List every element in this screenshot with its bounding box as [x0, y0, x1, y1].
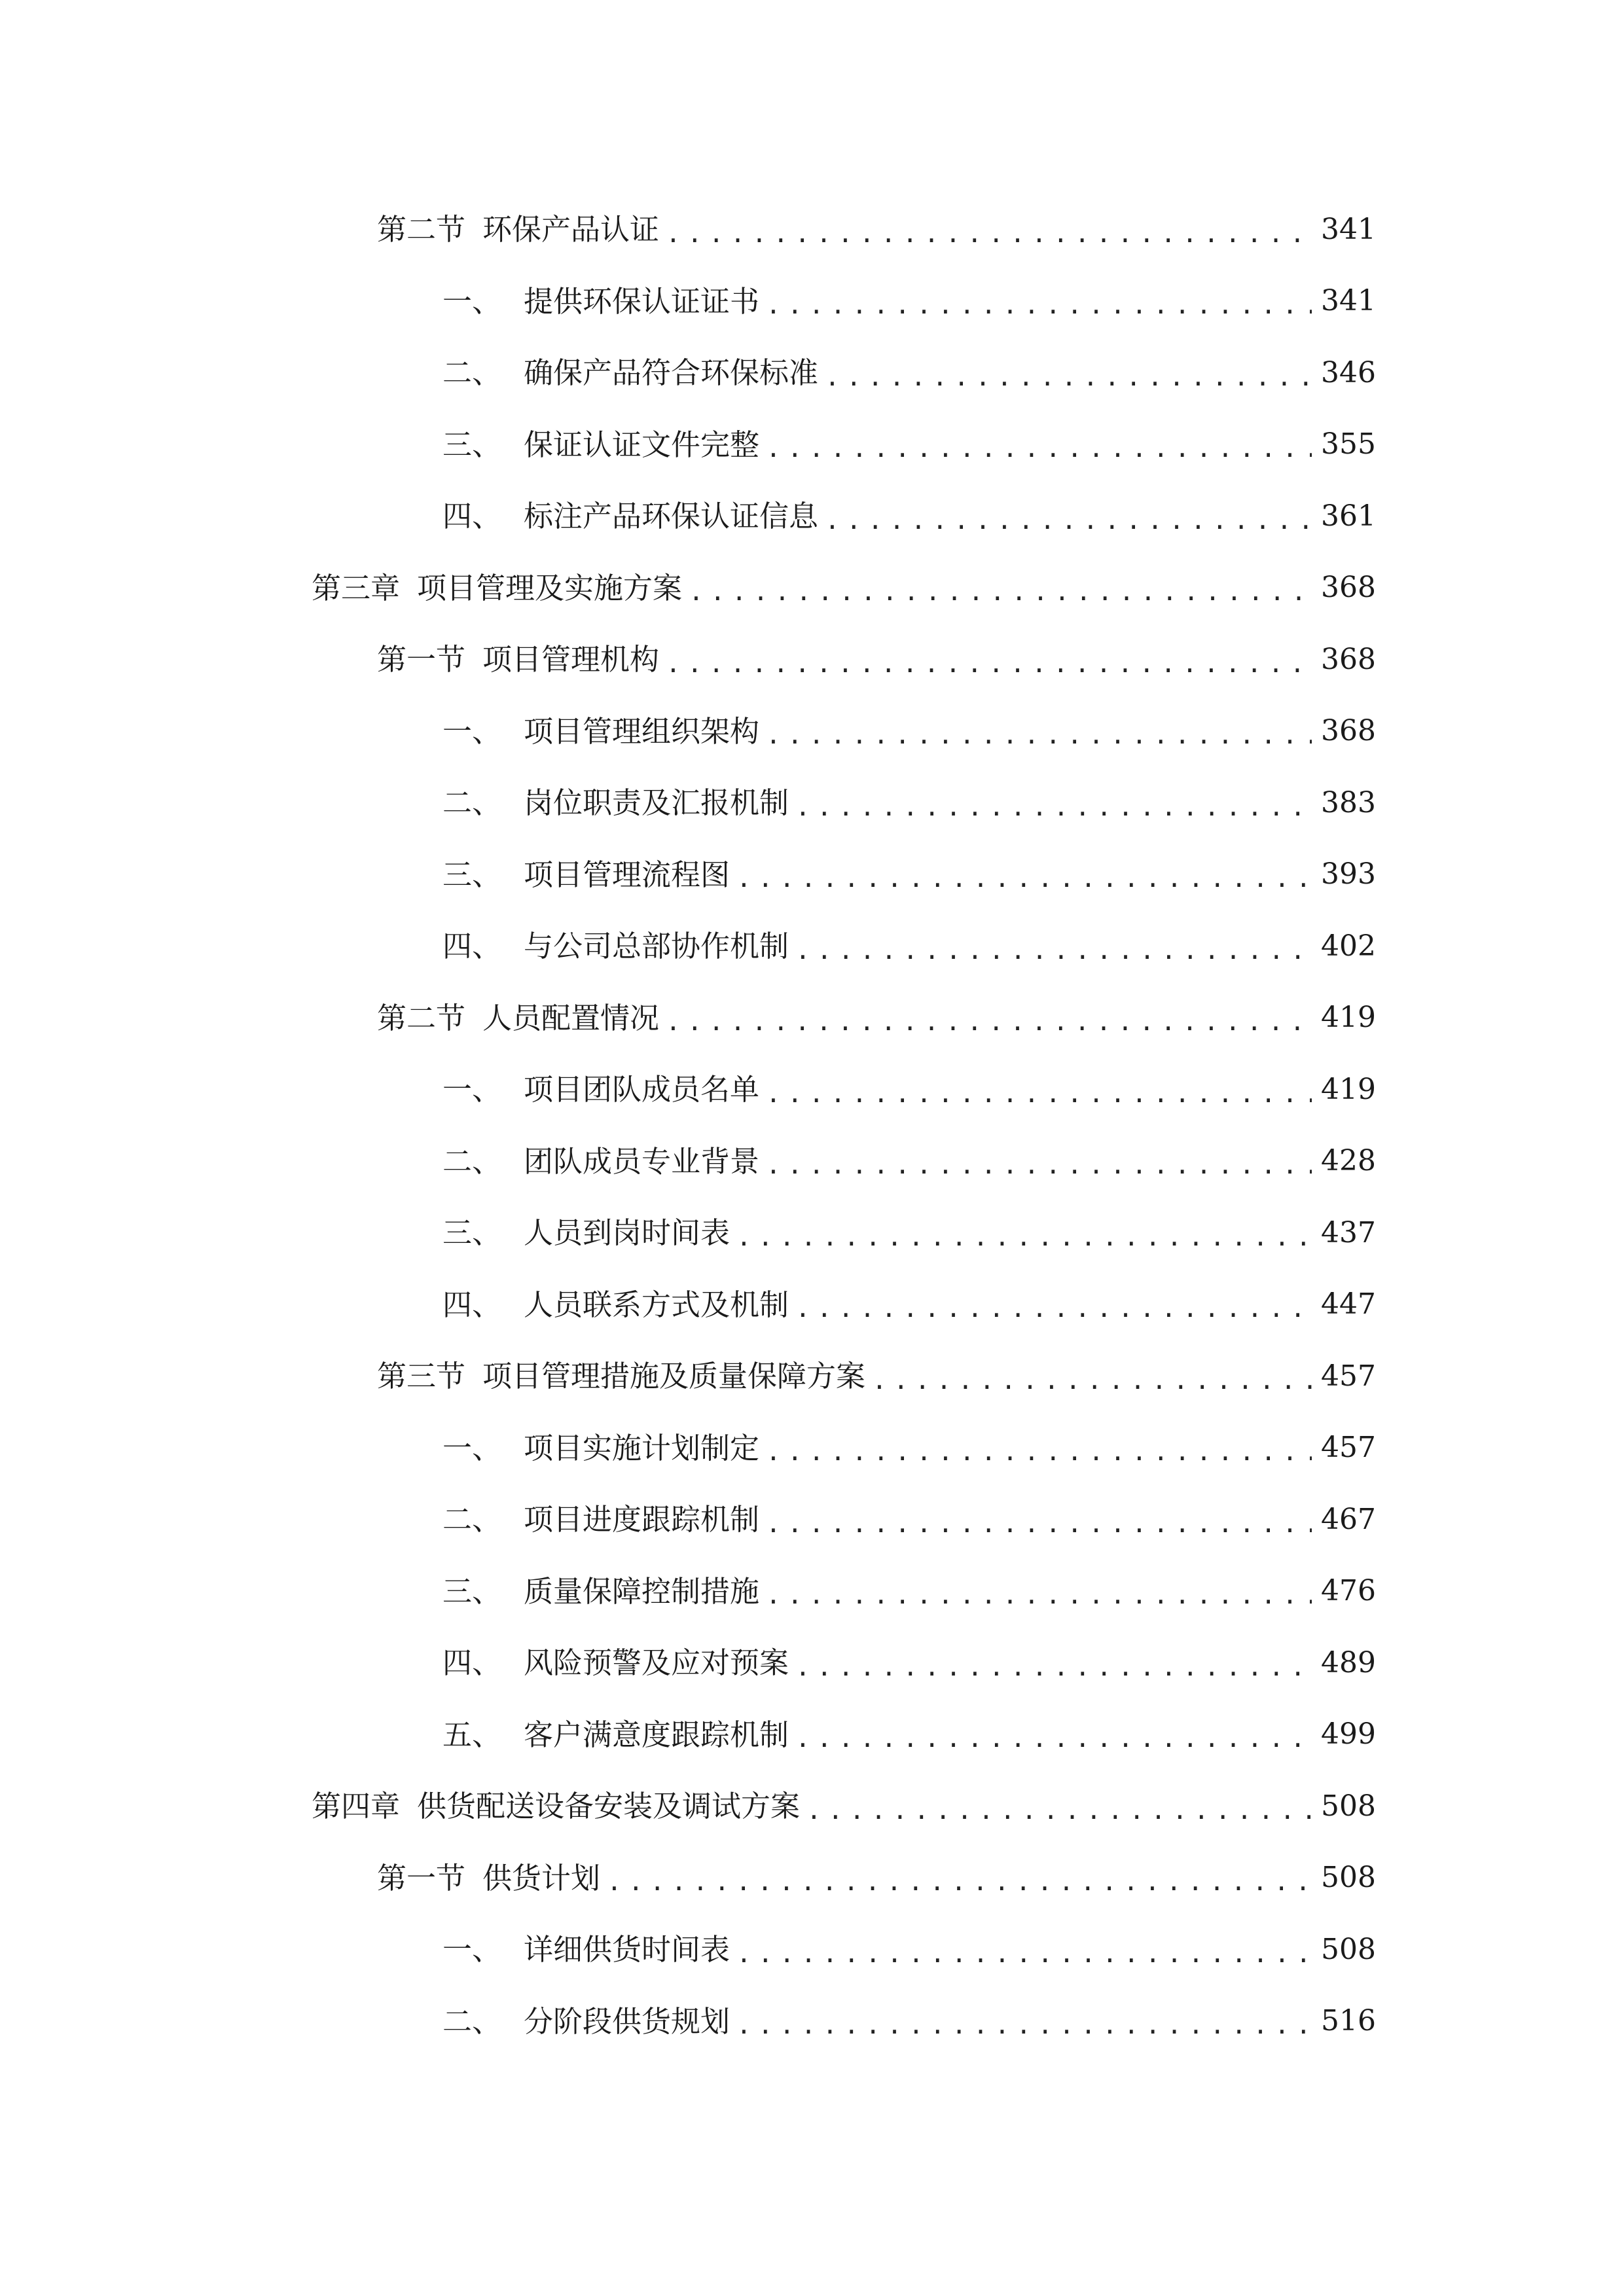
toc-entry-page-number: 341 [1321, 212, 1376, 246]
toc-entry-chapter[interactable] [312, 552, 1376, 624]
dot-leader [795, 1726, 1312, 1751]
dot-leader [766, 1153, 1312, 1177]
dot-leader [872, 1368, 1312, 1393]
toc-entry-title: 环保产品认证 [482, 212, 660, 247]
dot-leader [766, 1583, 1312, 1607]
toc-entry-title: 风险预警及应对预案 [524, 1645, 789, 1681]
toc-entry-page-number: 508 [1321, 1789, 1376, 1823]
toc-entry-item[interactable] [312, 1126, 1376, 1198]
toc-entry-page-number: 467 [1321, 1502, 1376, 1536]
toc-entry-page-number: 346 [1321, 355, 1376, 389]
toc-entry-item[interactable] [312, 1627, 1376, 1699]
toc-entry-page-number: 368 [1321, 642, 1376, 676]
toc-entry-chapter[interactable] [312, 1770, 1376, 1842]
dot-leader [766, 723, 1312, 747]
toc-entry-number: 第三节 [377, 1359, 466, 1394]
toc-entry-number: 一、 [442, 283, 502, 319]
dot-leader [766, 1081, 1312, 1106]
toc-entry-number: 第一节 [377, 642, 466, 677]
dot-leader [766, 1439, 1312, 1464]
toc-entry-title: 团队成员专业背景 [524, 1143, 760, 1179]
dot-leader [736, 1225, 1312, 1249]
toc-entry-page-number: 393 [1321, 857, 1376, 891]
toc-entry-page-number: 341 [1321, 284, 1376, 318]
toc-entry-number: 三、 [442, 1573, 502, 1609]
toc-entry-number: 一、 [442, 1932, 502, 1967]
dot-leader [736, 866, 1312, 891]
toc-entry-page-number: 457 [1321, 1431, 1376, 1465]
toc-entry-item[interactable] [312, 480, 1376, 552]
toc-entry-title: 质量保障控制措施 [524, 1573, 760, 1609]
toc-entry-number: 一、 [442, 1072, 502, 1107]
toc-entry-page-number: 499 [1321, 1717, 1376, 1751]
dot-leader [736, 1941, 1312, 1966]
toc-entry-page-number: 368 [1321, 571, 1376, 605]
toc-entry-item[interactable] [312, 1484, 1376, 1556]
toc-entry-number: 四、 [442, 1645, 502, 1681]
toc-entry-number: 四、 [442, 929, 502, 964]
toc-entry-page-number: 489 [1321, 1645, 1376, 1679]
toc-entry-number: 第四章 [312, 1789, 401, 1824]
toc-entry-item[interactable] [312, 409, 1376, 481]
toc-entry-title: 人员配置情况 [482, 1000, 660, 1035]
dot-leader [766, 293, 1312, 317]
toc-entry-number: 一、 [442, 1430, 502, 1465]
toc-entry-title: 岗位职责及汇报机制 [524, 785, 789, 821]
toc-entry-title: 项目实施计划制定 [524, 1430, 760, 1465]
toc-entry-title: 项目进度跟踪机制 [524, 1502, 760, 1537]
toc-entry-title: 分阶段供货规划 [524, 2003, 731, 2039]
toc-entry-page-number: 419 [1321, 1072, 1376, 1106]
toc-entry-page-number: 516 [1321, 2004, 1376, 2038]
toc-entry-item[interactable] [312, 1986, 1376, 2058]
toc-entry-item[interactable] [312, 266, 1376, 338]
toc-entry-item[interactable] [312, 1556, 1376, 1628]
toc-entry-title: 人员联系方式及机制 [524, 1287, 789, 1322]
toc-entry-page-number: 508 [1321, 1861, 1376, 1895]
dot-leader [825, 365, 1312, 389]
dot-leader [607, 1869, 1312, 1894]
toc-entry-section[interactable] [312, 624, 1376, 696]
toc-entry-item[interactable] [312, 910, 1376, 982]
dot-leader [825, 508, 1312, 533]
toc-entry-title: 项目管理组织架构 [524, 713, 760, 749]
table-of-contents [312, 194, 1376, 2057]
toc-entry-section[interactable] [312, 194, 1376, 266]
dot-leader [666, 651, 1312, 676]
dot-leader [689, 579, 1312, 604]
dot-leader [795, 795, 1312, 819]
toc-entry-page-number: 355 [1321, 427, 1376, 461]
toc-entry-page-number: 457 [1321, 1359, 1376, 1393]
toc-entry-title: 项目管理及实施方案 [417, 570, 683, 605]
toc-entry-title: 提供环保认证证书 [524, 283, 760, 319]
toc-entry-title: 与公司总部协作机制 [524, 929, 789, 964]
toc-entry-number: 三、 [442, 1215, 502, 1251]
toc-entry-number: 二、 [442, 355, 502, 391]
toc-entry-number: 二、 [442, 1143, 502, 1179]
toc-entry-page-number: 361 [1321, 499, 1376, 533]
toc-entry-number: 四、 [442, 499, 502, 534]
toc-entry-section[interactable] [312, 1842, 1376, 1914]
toc-entry-title: 项目团队成员名单 [524, 1072, 760, 1107]
toc-entry-item[interactable] [312, 767, 1376, 839]
toc-entry-page-number: 419 [1321, 1001, 1376, 1035]
dot-leader [666, 221, 1312, 246]
toc-entry-page-number: 437 [1321, 1215, 1376, 1249]
toc-entry-title: 项目管理措施及质量保障方案 [482, 1359, 866, 1394]
toc-entry-number: 三、 [442, 857, 502, 892]
toc-entry-page-number: 383 [1321, 785, 1376, 819]
dot-leader [736, 2013, 1312, 2037]
toc-entry-page-number: 368 [1321, 714, 1376, 748]
toc-entry-title: 客户满意度跟踪机制 [524, 1717, 789, 1752]
toc-entry-page-number: 402 [1321, 929, 1376, 963]
toc-entry-item[interactable] [312, 1699, 1376, 1771]
toc-entry-number: 第一节 [377, 1860, 466, 1895]
dot-leader [666, 1009, 1312, 1034]
toc-entry-title: 供货计划 [482, 1860, 601, 1895]
toc-entry-page-number: 428 [1321, 1144, 1376, 1178]
dot-leader [766, 1511, 1312, 1536]
toc-entry-number: 四、 [442, 1287, 502, 1322]
toc-entry-item[interactable] [312, 1269, 1376, 1341]
toc-entry-item[interactable] [312, 337, 1376, 409]
toc-entry-section[interactable] [312, 1340, 1376, 1412]
toc-entry-number: 二、 [442, 2003, 502, 2039]
dot-leader [795, 1296, 1312, 1321]
dot-leader [795, 938, 1312, 963]
toc-entry-title: 人员到岗时间表 [524, 1215, 731, 1251]
toc-entry-title: 详细供货时间表 [524, 1932, 731, 1967]
toc-entry-item[interactable] [312, 1054, 1376, 1126]
toc-entry-number: 二、 [442, 1502, 502, 1537]
toc-entry-page-number: 447 [1321, 1287, 1376, 1321]
toc-entry-title: 项目管理流程图 [524, 857, 731, 892]
toc-entry-page-number: 508 [1321, 1932, 1376, 1966]
toc-entry-title: 供货配送设备安装及调试方案 [417, 1789, 801, 1824]
toc-entry-title: 保证认证文件完整 [524, 427, 760, 462]
toc-entry-item[interactable] [312, 1412, 1376, 1484]
toc-entry-number: 一、 [442, 713, 502, 749]
toc-entry-page-number: 476 [1321, 1574, 1376, 1608]
toc-entry-number: 第二节 [377, 1000, 466, 1035]
toc-entry-number: 二、 [442, 785, 502, 821]
toc-entry-section[interactable] [312, 982, 1376, 1054]
dot-leader [806, 1798, 1312, 1823]
toc-entry-title: 项目管理机构 [482, 642, 660, 677]
toc-entry-item[interactable] [312, 696, 1376, 768]
toc-entry-item[interactable] [312, 839, 1376, 911]
toc-entry-number: 五、 [442, 1717, 502, 1752]
dot-leader [795, 1655, 1312, 1679]
dot-leader [766, 436, 1312, 461]
toc-entry-number: 第二节 [377, 212, 466, 247]
toc-entry-title: 标注产品环保认证信息 [524, 499, 819, 534]
toc-entry-number: 第三章 [312, 570, 401, 605]
toc-entry-title: 确保产品符合环保标准 [524, 355, 819, 391]
toc-entry-number: 三、 [442, 427, 502, 462]
toc-entry-item[interactable] [312, 1914, 1376, 1986]
toc-entry-item[interactable] [312, 1197, 1376, 1269]
